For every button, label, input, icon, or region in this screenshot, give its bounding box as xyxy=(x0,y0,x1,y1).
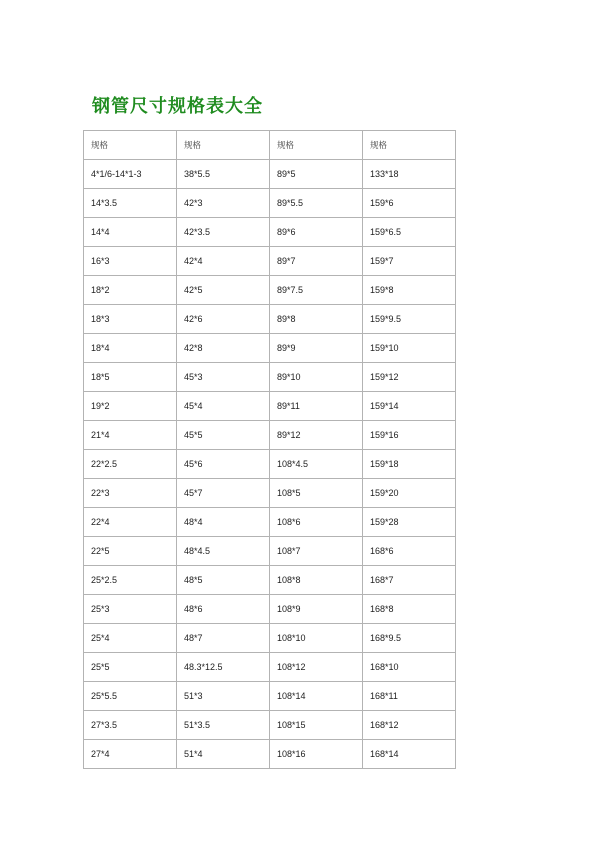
table-cell: 45*7 xyxy=(177,479,270,508)
table-cell: 51*4 xyxy=(177,740,270,769)
table-cell: 168*6 xyxy=(363,537,456,566)
table-row xyxy=(84,740,456,769)
table-cell: 42*3.5 xyxy=(177,218,270,247)
table-cell: 51*3 xyxy=(177,682,270,711)
table-row xyxy=(84,595,456,624)
table-row xyxy=(84,508,456,537)
table-cell: 21*4 xyxy=(84,421,177,450)
table-cell: 51*3.5 xyxy=(177,711,270,740)
table-cell: 4*1/6-14*1-3 xyxy=(84,160,177,189)
table-cell: 89*9 xyxy=(270,334,363,363)
table-cell: 42*4 xyxy=(177,247,270,276)
table-cell: 159*14 xyxy=(363,392,456,421)
table-row xyxy=(84,624,456,653)
table-cell: 14*4 xyxy=(84,218,177,247)
table-cell: 133*18 xyxy=(363,160,456,189)
table-cell: 19*2 xyxy=(84,392,177,421)
table-row xyxy=(84,711,456,740)
table-cell: 108*16 xyxy=(270,740,363,769)
table-cell: 168*7 xyxy=(363,566,456,595)
pipe-spec-table xyxy=(83,130,456,769)
table-header xyxy=(84,131,456,160)
table-row xyxy=(84,218,456,247)
table-cell: 108*12 xyxy=(270,653,363,682)
table-cell: 38*5.5 xyxy=(177,160,270,189)
table-cell: 89*10 xyxy=(270,363,363,392)
column-header: 规格 xyxy=(177,131,270,160)
table-cell: 42*6 xyxy=(177,305,270,334)
table-cell: 108*7 xyxy=(270,537,363,566)
table-header-row xyxy=(84,131,456,160)
table-cell: 45*3 xyxy=(177,363,270,392)
table-cell: 168*9.5 xyxy=(363,624,456,653)
table-row xyxy=(84,421,456,450)
table-cell: 22*4 xyxy=(84,508,177,537)
table-cell: 42*5 xyxy=(177,276,270,305)
table-cell: 89*5.5 xyxy=(270,189,363,218)
table-cell: 89*8 xyxy=(270,305,363,334)
table-cell: 108*8 xyxy=(270,566,363,595)
table-cell: 25*5.5 xyxy=(84,682,177,711)
table-cell: 159*6.5 xyxy=(363,218,456,247)
table-row xyxy=(84,334,456,363)
table-cell: 18*4 xyxy=(84,334,177,363)
table-cell: 48*4 xyxy=(177,508,270,537)
table-cell: 108*14 xyxy=(270,682,363,711)
table-row xyxy=(84,682,456,711)
table-cell: 159*8 xyxy=(363,276,456,305)
table-row xyxy=(84,566,456,595)
table-row xyxy=(84,160,456,189)
table-cell: 18*3 xyxy=(84,305,177,334)
table-cell: 27*3.5 xyxy=(84,711,177,740)
table-row xyxy=(84,479,456,508)
table-cell: 108*10 xyxy=(270,624,363,653)
table-cell: 159*28 xyxy=(363,508,456,537)
table-cell: 42*3 xyxy=(177,189,270,218)
table-cell: 168*12 xyxy=(363,711,456,740)
table-cell: 25*5 xyxy=(84,653,177,682)
table-cell: 22*5 xyxy=(84,537,177,566)
table-cell: 14*3.5 xyxy=(84,189,177,218)
table-cell: 48*5 xyxy=(177,566,270,595)
table-cell: 159*20 xyxy=(363,479,456,508)
table-row xyxy=(84,450,456,479)
table-cell: 108*15 xyxy=(270,711,363,740)
table-row xyxy=(84,276,456,305)
table-cell: 108*9 xyxy=(270,595,363,624)
table-cell: 159*7 xyxy=(363,247,456,276)
table-row xyxy=(84,392,456,421)
table-cell: 48.3*12.5 xyxy=(177,653,270,682)
table-row xyxy=(84,189,456,218)
table-cell: 159*9.5 xyxy=(363,305,456,334)
table-cell: 168*14 xyxy=(363,740,456,769)
table-body xyxy=(84,160,456,769)
table-cell: 45*6 xyxy=(177,450,270,479)
table-cell: 108*5 xyxy=(270,479,363,508)
table-cell: 159*16 xyxy=(363,421,456,450)
table-cell: 42*8 xyxy=(177,334,270,363)
table-cell: 89*7.5 xyxy=(270,276,363,305)
table-cell: 27*4 xyxy=(84,740,177,769)
table-cell: 159*12 xyxy=(363,363,456,392)
table-cell: 89*6 xyxy=(270,218,363,247)
table-row xyxy=(84,537,456,566)
table-cell: 168*10 xyxy=(363,653,456,682)
table-cell: 48*7 xyxy=(177,624,270,653)
table-cell: 89*12 xyxy=(270,421,363,450)
table-cell: 159*18 xyxy=(363,450,456,479)
table-cell: 22*2.5 xyxy=(84,450,177,479)
table-cell: 45*5 xyxy=(177,421,270,450)
table-row xyxy=(84,247,456,276)
table-cell: 108*6 xyxy=(270,508,363,537)
table-row xyxy=(84,363,456,392)
table-cell: 159*6 xyxy=(363,189,456,218)
table-cell: 108*4.5 xyxy=(270,450,363,479)
table-cell: 159*10 xyxy=(363,334,456,363)
column-header: 规格 xyxy=(363,131,456,160)
page-title: 钢管尺寸规格表大全 xyxy=(92,96,263,117)
table-cell: 48*6 xyxy=(177,595,270,624)
table-cell: 89*11 xyxy=(270,392,363,421)
table-cell: 25*4 xyxy=(84,624,177,653)
table-cell: 25*2.5 xyxy=(84,566,177,595)
table-row xyxy=(84,653,456,682)
column-header: 规格 xyxy=(84,131,177,160)
table-cell: 89*7 xyxy=(270,247,363,276)
column-header: 规格 xyxy=(270,131,363,160)
table-cell: 25*3 xyxy=(84,595,177,624)
table-cell: 48*4.5 xyxy=(177,537,270,566)
table-cell: 45*4 xyxy=(177,392,270,421)
table-cell: 168*11 xyxy=(363,682,456,711)
table-cell: 89*5 xyxy=(270,160,363,189)
table-cell: 22*3 xyxy=(84,479,177,508)
table-cell: 16*3 xyxy=(84,247,177,276)
table-cell: 18*2 xyxy=(84,276,177,305)
table-cell: 18*5 xyxy=(84,363,177,392)
table-cell: 168*8 xyxy=(363,595,456,624)
table-row xyxy=(84,305,456,334)
